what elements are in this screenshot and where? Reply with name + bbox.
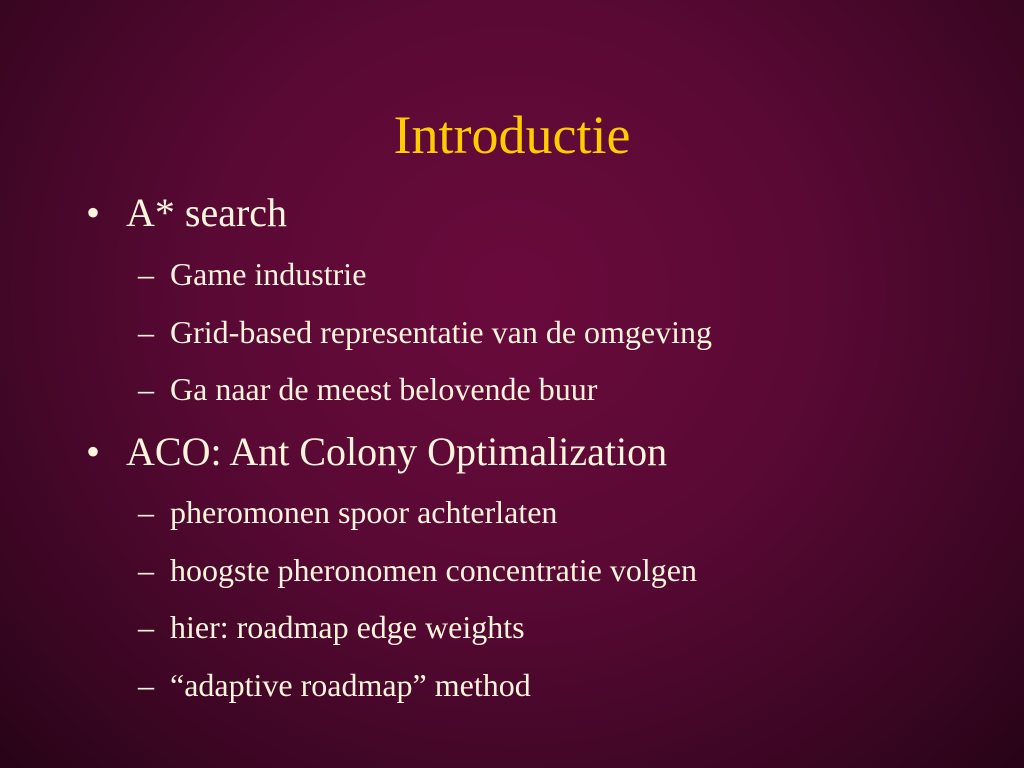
sub-bullet-marker: –: [138, 609, 154, 645]
sub-bullet-text: pheromonen spoor achterlaten: [170, 494, 558, 530]
sub-bullet-marker: –: [138, 667, 154, 703]
sub-bullet-marker: –: [138, 256, 154, 292]
sub-bullet-text: “adaptive roadmap” method: [170, 667, 531, 703]
sub-bullet-marker: –: [138, 552, 154, 588]
sub-bullet-marker: –: [138, 494, 154, 530]
bullet-marker: •: [86, 429, 101, 474]
slide-title: Introductie: [393, 105, 631, 165]
sub-bullet-text: Grid-based representatie van de omgeving: [170, 314, 713, 350]
sub-bullet-text: Game industrie: [170, 256, 367, 292]
sub-bullet-text: hoogste pheronomen concentratie volgen: [170, 552, 697, 588]
bullet-marker: •: [86, 190, 101, 235]
sub-bullet-text: hier: roadmap edge weights: [170, 609, 525, 645]
sub-bullet-marker: –: [138, 371, 154, 407]
bullet-text: A* search: [126, 190, 288, 235]
bullet-text: ACO: Ant Colony Optimalization: [126, 429, 668, 474]
sub-bullet-text: Ga naar de meest belovende buur: [170, 371, 598, 407]
sub-bullet-marker: –: [138, 314, 154, 350]
